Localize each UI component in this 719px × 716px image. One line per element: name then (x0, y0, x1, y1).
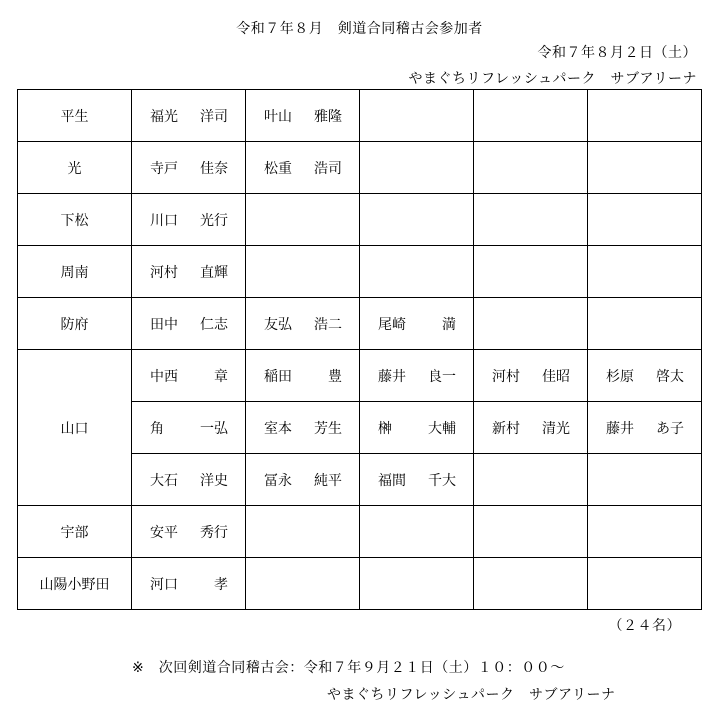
participant-name (360, 470, 473, 490)
family-name: 冨永 (264, 472, 292, 489)
given-name: 純平 (314, 472, 342, 489)
participant-name (132, 470, 245, 490)
family-name: 寺戸 (150, 160, 178, 177)
family-name: 杉原 (606, 368, 634, 385)
name-cell (132, 90, 246, 142)
name-cell (246, 454, 360, 506)
city-cell: 防府 (18, 298, 132, 350)
family-name: 河村 (150, 264, 178, 281)
name-cell (132, 558, 246, 610)
participant-name (246, 418, 359, 438)
family-name: 藤井 (606, 420, 634, 437)
name-cell (246, 506, 360, 558)
given-name: 佳昭 (542, 368, 570, 385)
name-cell (360, 90, 474, 142)
name-cell (360, 350, 474, 402)
family-name: 田中 (150, 316, 178, 333)
family-name: 稲田 (264, 368, 292, 385)
next-session-venue: やまぐちリフレッシュパーク サブアリーナ (327, 687, 616, 703)
name-cell (132, 142, 246, 194)
name-cell (360, 246, 474, 298)
given-name: 秀行 (200, 524, 228, 541)
name-cell (474, 402, 588, 454)
participant-name (246, 366, 359, 386)
name-cell (132, 350, 246, 402)
city-cell: 平生 (18, 90, 132, 142)
participant-table (17, 89, 702, 610)
name-cell (474, 454, 588, 506)
participant-count: （２４名） (608, 618, 681, 634)
given-name: 仁志 (200, 316, 228, 333)
table-row (18, 142, 702, 194)
given-name: 一弘 (200, 420, 228, 437)
family-name: 藤井 (378, 368, 406, 385)
given-name: 洋司 (200, 108, 228, 125)
name-cell (474, 350, 588, 402)
family-name: 角 (150, 420, 164, 437)
name-cell (588, 246, 702, 298)
participant-name (246, 314, 359, 334)
name-cell (132, 246, 246, 298)
given-name: 満 (442, 316, 456, 333)
name-cell (474, 298, 588, 350)
city-cell: 下松 (18, 194, 132, 246)
event-date: 令和７年８月２日（土） (537, 45, 697, 61)
participant-name (132, 314, 245, 334)
name-cell (474, 558, 588, 610)
name-cell (132, 298, 246, 350)
given-name: 芳生 (314, 420, 342, 437)
family-name: 安平 (150, 524, 178, 541)
family-name: 福間 (378, 472, 406, 489)
name-cell (474, 90, 588, 142)
family-name: 尾崎 (378, 316, 406, 333)
name-cell (588, 506, 702, 558)
name-cell (360, 298, 474, 350)
family-name: 友弘 (264, 316, 292, 333)
given-name: 良一 (428, 368, 456, 385)
given-name: 光行 (200, 212, 228, 229)
participant-name (360, 418, 473, 438)
name-cell (588, 194, 702, 246)
given-name: あ子 (656, 420, 684, 437)
table-row (18, 350, 702, 402)
family-name: 河口 (150, 576, 178, 593)
given-name: 清光 (542, 420, 570, 437)
given-name: 洋史 (200, 472, 228, 489)
given-name: 浩二 (314, 316, 342, 333)
participant-name (132, 210, 245, 230)
table-row (18, 558, 702, 610)
participant-name (474, 366, 587, 386)
participant-name (132, 522, 245, 542)
name-cell (246, 246, 360, 298)
name-cell (588, 90, 702, 142)
name-cell (588, 402, 702, 454)
name-cell (132, 402, 246, 454)
name-cell (246, 558, 360, 610)
name-cell (246, 298, 360, 350)
name-cell (474, 506, 588, 558)
event-venue: やまぐちリフレッシュパーク サブアリーナ (408, 71, 697, 87)
participant-name (360, 314, 473, 334)
given-name: 大輔 (428, 420, 456, 437)
name-cell (588, 454, 702, 506)
participant-name (588, 418, 701, 438)
name-cell (360, 142, 474, 194)
given-name: 啓太 (656, 368, 684, 385)
family-name: 福光 (150, 108, 178, 125)
name-cell (474, 246, 588, 298)
table-row (18, 246, 702, 298)
table-row (18, 90, 702, 142)
participant-name (132, 418, 245, 438)
participant-name (132, 574, 245, 594)
name-cell (474, 194, 588, 246)
city-cell: 山陽小野田 (18, 558, 132, 610)
family-name: 新村 (492, 420, 520, 437)
given-name: 直輝 (200, 264, 228, 281)
given-name: 雅隆 (314, 108, 342, 125)
name-cell (360, 454, 474, 506)
family-name: 大石 (150, 472, 178, 489)
city-cell: 周南 (18, 246, 132, 298)
name-cell (588, 142, 702, 194)
name-cell (132, 194, 246, 246)
name-cell (360, 194, 474, 246)
participant-name (588, 366, 701, 386)
name-cell (246, 142, 360, 194)
participant-name (132, 158, 245, 178)
name-cell (246, 402, 360, 454)
participant-name (132, 106, 245, 126)
family-name: 榊 (378, 420, 392, 437)
name-cell (360, 402, 474, 454)
table-row (18, 194, 702, 246)
participant-name (132, 366, 245, 386)
name-cell (246, 350, 360, 402)
family-name: 川口 (150, 212, 178, 229)
name-cell (246, 90, 360, 142)
participant-name (246, 470, 359, 490)
given-name: 千大 (428, 472, 456, 489)
table-row (18, 506, 702, 558)
participant-name (246, 158, 359, 178)
name-cell (132, 454, 246, 506)
name-cell (360, 506, 474, 558)
page-title: 令和７年８月 剣道合同稽古会参加者 (236, 21, 483, 37)
name-cell (588, 558, 702, 610)
name-cell (360, 558, 474, 610)
participant-name (132, 262, 245, 282)
given-name: 佳奈 (200, 160, 228, 177)
city-cell: 山口 (18, 350, 132, 506)
family-name: 中西 (150, 368, 178, 385)
participant-name (360, 366, 473, 386)
name-cell (246, 194, 360, 246)
participant-name (474, 418, 587, 438)
family-name: 松重 (264, 160, 292, 177)
city-cell: 光 (18, 142, 132, 194)
participant-name (246, 106, 359, 126)
given-name: 孝 (214, 576, 228, 593)
name-cell (474, 142, 588, 194)
name-cell (132, 506, 246, 558)
given-name: 浩司 (314, 160, 342, 177)
table-row (18, 298, 702, 350)
family-name: 河村 (492, 368, 520, 385)
name-cell (588, 350, 702, 402)
family-name: 叶山 (264, 108, 292, 125)
next-session-note: ※ 次回剣道合同稽古会：令和７年９月２１日（土）１０：００～ (132, 660, 565, 676)
given-name: 章 (214, 368, 228, 385)
given-name: 豊 (328, 368, 342, 385)
name-cell (588, 298, 702, 350)
family-name: 室本 (264, 420, 292, 437)
city-cell: 宇部 (18, 506, 132, 558)
